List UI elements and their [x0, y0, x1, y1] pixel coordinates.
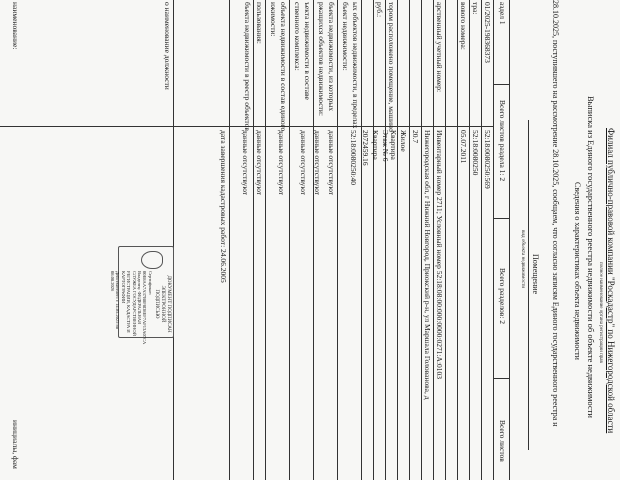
object-kind-underline: [528, 120, 529, 450]
label-location: тором расположено помещение, машино: [387, 2, 396, 132]
value-floor: Этаж № 6: [381, 130, 390, 162]
row-line: [361, 0, 362, 480]
row-line: [409, 0, 410, 480]
label-assigned: вового номера:: [459, 2, 468, 50]
label-unit: ъекта недвижимости в составе: [303, 2, 312, 100]
value-absent: данные отсутствуют: [299, 130, 308, 196]
row-line: [229, 0, 230, 480]
value-purpose: Жилое: [399, 130, 408, 152]
row-line: [313, 0, 314, 480]
label-position: о наименование должности: [163, 2, 172, 90]
object-kind: Помещение: [531, 254, 540, 295]
object-kind-caption: вид объекта недвижимости: [520, 230, 525, 289]
coat-of-arms-icon: [141, 251, 163, 269]
label-date: 01/2025-198368373: [483, 2, 492, 63]
organization-caption: полное наименование органа регистрации прав: [598, 262, 603, 363]
value-address: Нижегородская обл, г Нижний Новгород, Приокский р-н, ул Маршала Голованова, д: [423, 130, 432, 400]
header-divider-3: [494, 378, 510, 379]
label-in-limits: ых объектов недвижимости, в пределах: [351, 2, 360, 129]
row-line: [445, 0, 446, 480]
sections-total: Всего разделов: 2: [498, 268, 507, 325]
value-building: 52:18:0080250:40: [349, 130, 358, 186]
row-line: [337, 0, 338, 480]
table-top-border: [509, 0, 510, 480]
row-line: [457, 0, 458, 480]
row-line: [373, 0, 374, 480]
label-usage: пользования:: [255, 2, 264, 44]
label-single2: ижимости:: [269, 2, 278, 37]
value-type: Квартира: [371, 130, 380, 160]
value-completion-date: дата завершения кадастровых работ: 24.06.2005: [219, 130, 228, 283]
stamp-title-2: ЭЛЕКТРОННОЙ ПОДПИСЬЮ: [154, 285, 165, 323]
sheets-total-label: Всего листов: [498, 420, 507, 462]
label-complex2: ственного комплекса:: [293, 2, 302, 71]
row-line: [253, 0, 254, 480]
stamp-owner-2: РЕГИСТРАЦИИ, КАДАСТРА И КАРТОГРАФИИ: [120, 271, 132, 333]
value-absent: данные отсутствуют: [255, 130, 264, 196]
value-cadastral-number: 52:18:0080250:569: [483, 130, 492, 189]
value-quarter: 52:18:0080250: [471, 130, 480, 176]
row-line: [173, 0, 174, 480]
row-line: [385, 0, 386, 480]
header-divider-2: [494, 218, 510, 219]
row-line: [289, 0, 290, 480]
value-absent: данные отсутствуют: [327, 130, 336, 196]
row-line: [481, 0, 482, 480]
value-cost: 2072459.16: [361, 130, 370, 166]
table-header-border: [493, 0, 494, 480]
stamp-certificate: Сертификат: 00E8AA7A37B8F8D8EF7AF13A07CA: [142, 271, 153, 345]
request-line: 28.10.2025, поступившего на рассмотрение 28.10.2025, сообщаем, что согласно записям Единого государственного реестра н: [551, 0, 560, 427]
extract-title: Выписка из Единого государственного реестра недвижимости об объекте недвижимости: [586, 96, 596, 418]
organization-name: Филиал публично-правовой компании "Роскадастр" по Нижегородской области: [606, 128, 616, 434]
label-complex: ржащихся объектов недвижимости:: [317, 2, 326, 116]
value-area: 20.7: [411, 130, 420, 144]
value-absent: данные отсутствуют: [313, 130, 322, 196]
stamp-text-block: [109, 271, 171, 345]
stamp-owner: Владелец: ФЕДЕРАЛЬНАЯ СЛУЖБА ГОСУДАРСТВЕННОЙ: [131, 271, 142, 336]
stamp-validity: Действителен: с 14.05.2025 по 08.08.2026: [109, 271, 121, 330]
value-absent: данные отсутствуют: [277, 130, 286, 196]
label-prev-number: арственный учетный номер:: [435, 2, 444, 93]
label-within: бъект недвижимости:: [341, 2, 350, 71]
electronic-signature-stamp: [109, 246, 174, 345]
row-line: [469, 0, 470, 480]
label-premise: бъекта недвижимости, из которых: [327, 2, 336, 112]
stamp-title: ДОКУМЕНТ ПОДПИСАН: [166, 275, 171, 333]
value-old-number: Инвентарный номер 2711; Условный номер 52:18:08:00:000:0000:0271:А:0103: [435, 130, 444, 380]
label-cost: руб.:: [375, 2, 384, 18]
header-divider-1: [494, 84, 510, 85]
label-register: бъекта недвижимости в реестр объектов: [243, 2, 252, 131]
label-general: наименование:: [11, 2, 20, 50]
label-single: объекта недвижимости в состав единого: [279, 2, 288, 132]
value-name: Квартира: [389, 130, 398, 160]
value-initials: инициалы, фам: [11, 420, 20, 469]
row-line: [397, 0, 398, 480]
section-label: аздел 1: [498, 2, 507, 25]
sheets-in-section: Всего листов раздела 1: 2: [498, 100, 507, 182]
extract-subtitle: Сведения о характеристиках объекта недвижимости: [573, 182, 582, 360]
row-line: [433, 0, 434, 480]
label-number: тра:: [471, 2, 480, 15]
value-absent: данные отсутствуют: [241, 130, 250, 196]
value-date-assigned: 05.07.2011: [459, 130, 468, 164]
row-line: [265, 0, 266, 480]
row-line: [421, 0, 422, 480]
